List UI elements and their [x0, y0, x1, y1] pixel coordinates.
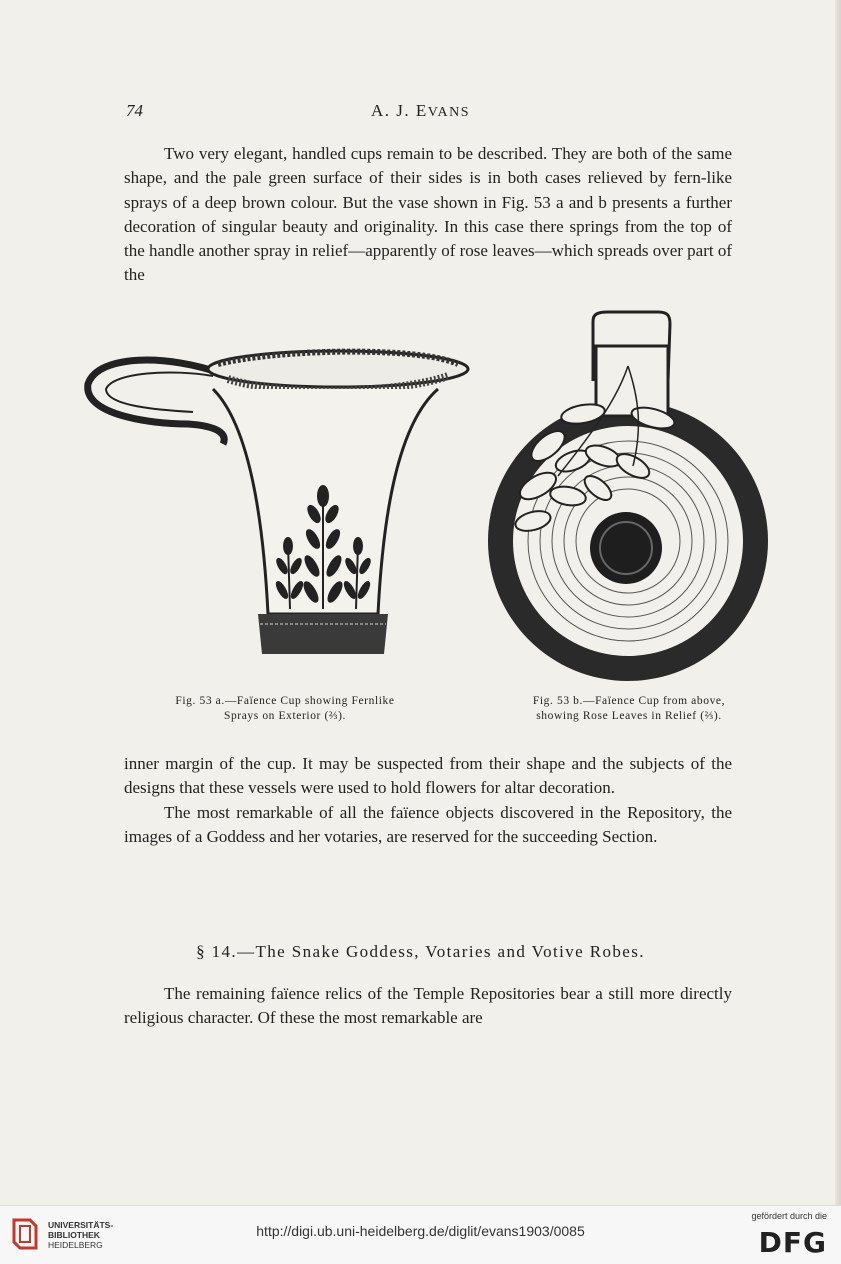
caption-a-line-2: Sprays on Exterior (⅔). [223, 710, 347, 722]
library-line-1: UNIVERSITÄTS- [48, 1220, 114, 1230]
figure-caption-b [486, 694, 772, 724]
running-title-initials: A. J. E [370, 101, 428, 120]
figure-53 [78, 306, 778, 696]
text-block-top [124, 142, 732, 288]
library-line-2: BIBLIOTHEK [48, 1230, 100, 1240]
library-line-3: HEIDELBERG [48, 1240, 103, 1250]
caption-b-line-2: showing Rose Leaves in Relief (⅔). [536, 710, 722, 722]
cup-top-view-illustration [478, 306, 778, 696]
text-block-bottom [124, 982, 732, 1031]
page-number: 74 [126, 101, 143, 120]
text-block-middle [124, 752, 732, 849]
paragraph-4: The remaining faïence relics of the Temple Repositories bear a still more directly religious character. Of these the most remarkable are [124, 984, 732, 1028]
funding-note: gefördert durch die [751, 1211, 827, 1221]
paragraph-3: The most remarkable of all the faïence objects discovered in the Repository, the images of a Goddess and her votaries, are reserved for the succeeding Section. [124, 802, 732, 846]
paragraph-2: inner margin of the cup. It may be suspected from their shape and the subjects of the designs that these vessels were used to hold flowers for altar decoration. [124, 754, 732, 798]
dfg-logo: DFG [758, 1226, 827, 1259]
viewer-footer [0, 1205, 841, 1264]
permalink-url[interactable]: http://digi.ub.uni-heidelberg.de/diglit/evans1903/0085 [256, 1223, 585, 1239]
cup-side-view-illustration [78, 334, 478, 694]
page-edge-shadow [835, 0, 841, 1205]
paragraph-1: Two very elegant, handled cups remain to be described. They are both of the same shape, and the pale green surface of their sides is in both cases relieved by fern-like sprays of a deep brown colour. But the vase shown in Fig. 53 a and b presents a further decoration of singular beauty and originality. In this case there springs from the top of the handle another spray in relief—apparently of rose leaves—which spreads over part of the [124, 144, 732, 285]
caption-a-line-1: Fig. 53 a.—Faïence Cup showing Fernlike [175, 695, 395, 707]
figure-caption-a [120, 694, 450, 724]
section-heading: § 14.—The Snake Goddess, Votaries and Votive Robes. [196, 942, 645, 961]
caption-b-line-1: Fig. 53 b.—Faïence Cup from above, [532, 695, 726, 707]
running-title-rest: VANS [427, 105, 471, 120]
running-title [0, 101, 841, 121]
page-header [0, 101, 841, 125]
